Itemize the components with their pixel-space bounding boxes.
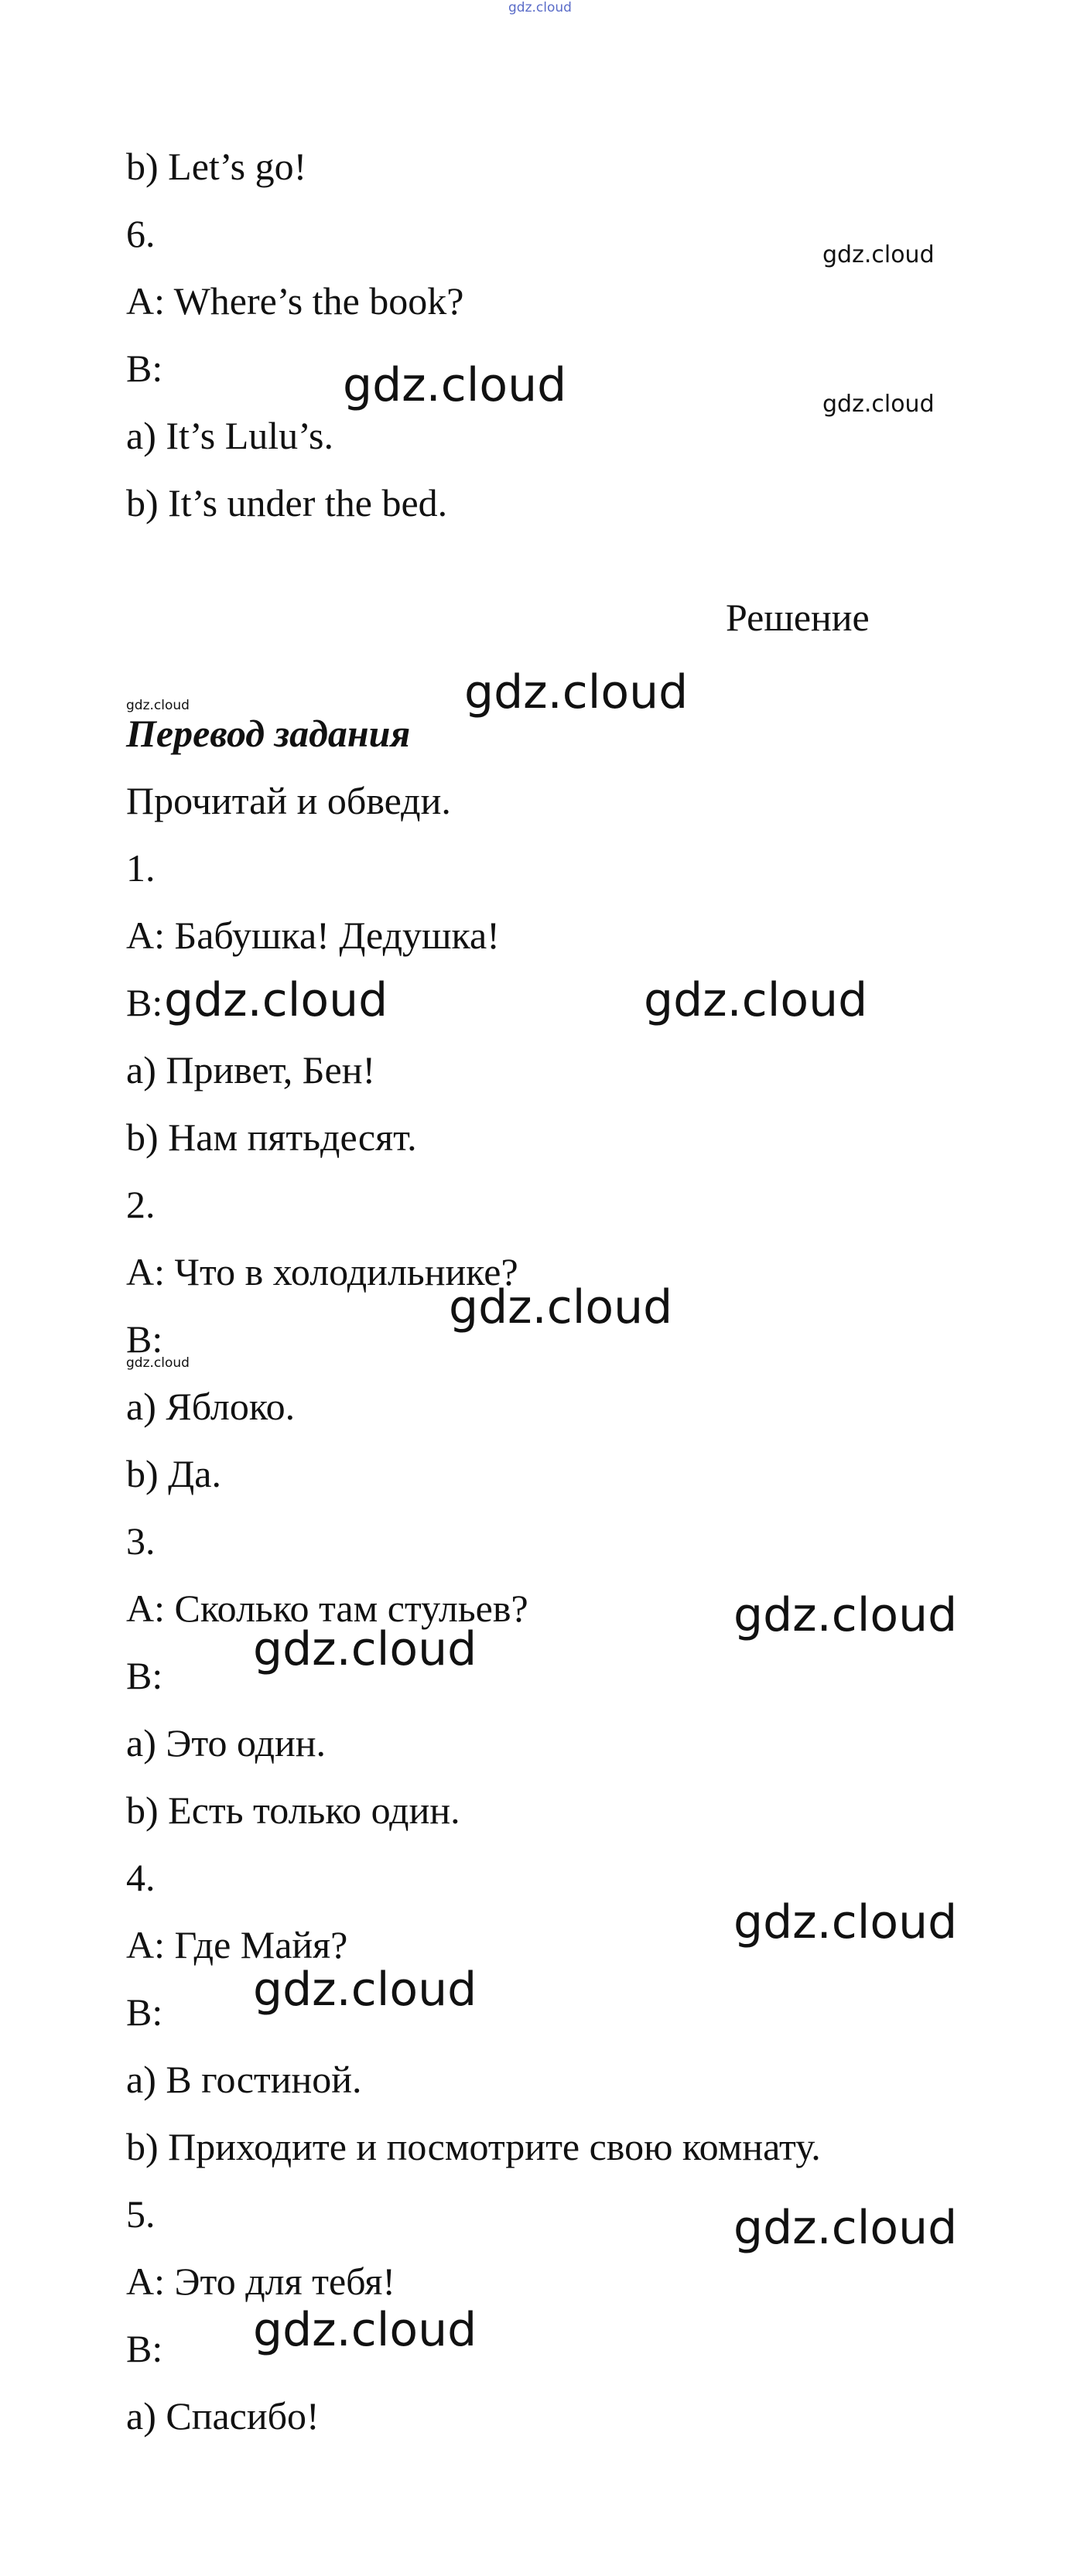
text-line: Прочитай и обведи. <box>126 779 451 822</box>
text-line: b) Нам пятьдесят. <box>126 1115 417 1159</box>
text-line: b) Есть только один. <box>126 1789 460 1832</box>
watermark: gdz.cloud <box>449 1280 673 1334</box>
watermark: gdz.cloud <box>644 973 868 1027</box>
watermark: gdz.cloud <box>733 1895 958 1949</box>
text-line: b) Да. <box>126 1452 221 1495</box>
text-line: 5. <box>126 2192 156 2236</box>
translation-heading: Перевод задания <box>126 712 411 755</box>
text-line: B: <box>126 981 163 1024</box>
watermark: gdz.cloud <box>822 391 935 418</box>
text-line: A: Сколько там стульев? <box>126 1587 528 1630</box>
text-line: B: <box>126 347 163 390</box>
text-line: a) It’s Lulu’s. <box>126 414 334 457</box>
watermark: gdz.cloud <box>253 1963 477 2017</box>
text-line: 2. <box>126 1183 156 1226</box>
text-line: B: <box>126 1654 163 1697</box>
watermark: gdz.cloud <box>253 2303 477 2357</box>
text-line: a) Это один. <box>126 1721 327 1765</box>
text-line: A: Что в холодильнике? <box>126 1250 518 1293</box>
text-line: b) Приходите и посмотрите свою комнату. <box>126 2125 821 2168</box>
watermark: gdz.cloud <box>126 698 190 713</box>
text-line: A: Это для тебя! <box>126 2260 395 2303</box>
text-line: 4. <box>126 1856 156 1899</box>
text-line: a) В гостиной. <box>126 2058 362 2101</box>
text-line: a) Привет, Бен! <box>126 1048 376 1092</box>
text-line: A: Бабушка! Дедушка! <box>126 914 500 957</box>
text-line: 3. <box>126 1519 156 1563</box>
watermark: gdz.cloud <box>253 1622 477 1676</box>
text-line: a) Яблоко. <box>126 1385 296 1428</box>
text-line: 1. <box>126 846 156 890</box>
watermark: gdz.cloud <box>164 973 388 1027</box>
text-line: B: <box>126 1990 163 2034</box>
watermark: gdz.cloud <box>822 241 935 268</box>
text-line: b) It’s under the bed. <box>126 481 448 524</box>
text-line: A: Where’s the book? <box>126 279 464 323</box>
watermark: gdz.cloud <box>464 665 689 719</box>
watermark: gdz.cloud <box>733 1588 958 1642</box>
watermark-top: gdz.cloud <box>508 0 572 15</box>
text-line: a) Спасибо! <box>126 2394 320 2438</box>
text-line: 6. <box>126 212 156 255</box>
solution-label: Решение <box>726 596 870 639</box>
text-line: B: <box>126 1317 163 1361</box>
watermark: gdz.cloud <box>733 2201 958 2255</box>
text-line: b) Let’s go! <box>126 145 307 188</box>
text-line: B: <box>126 2327 163 2370</box>
watermark: gdz.cloud <box>126 1355 190 1371</box>
text-line: A: Где Майя? <box>126 1923 348 1966</box>
watermark: gdz.cloud <box>343 358 567 412</box>
